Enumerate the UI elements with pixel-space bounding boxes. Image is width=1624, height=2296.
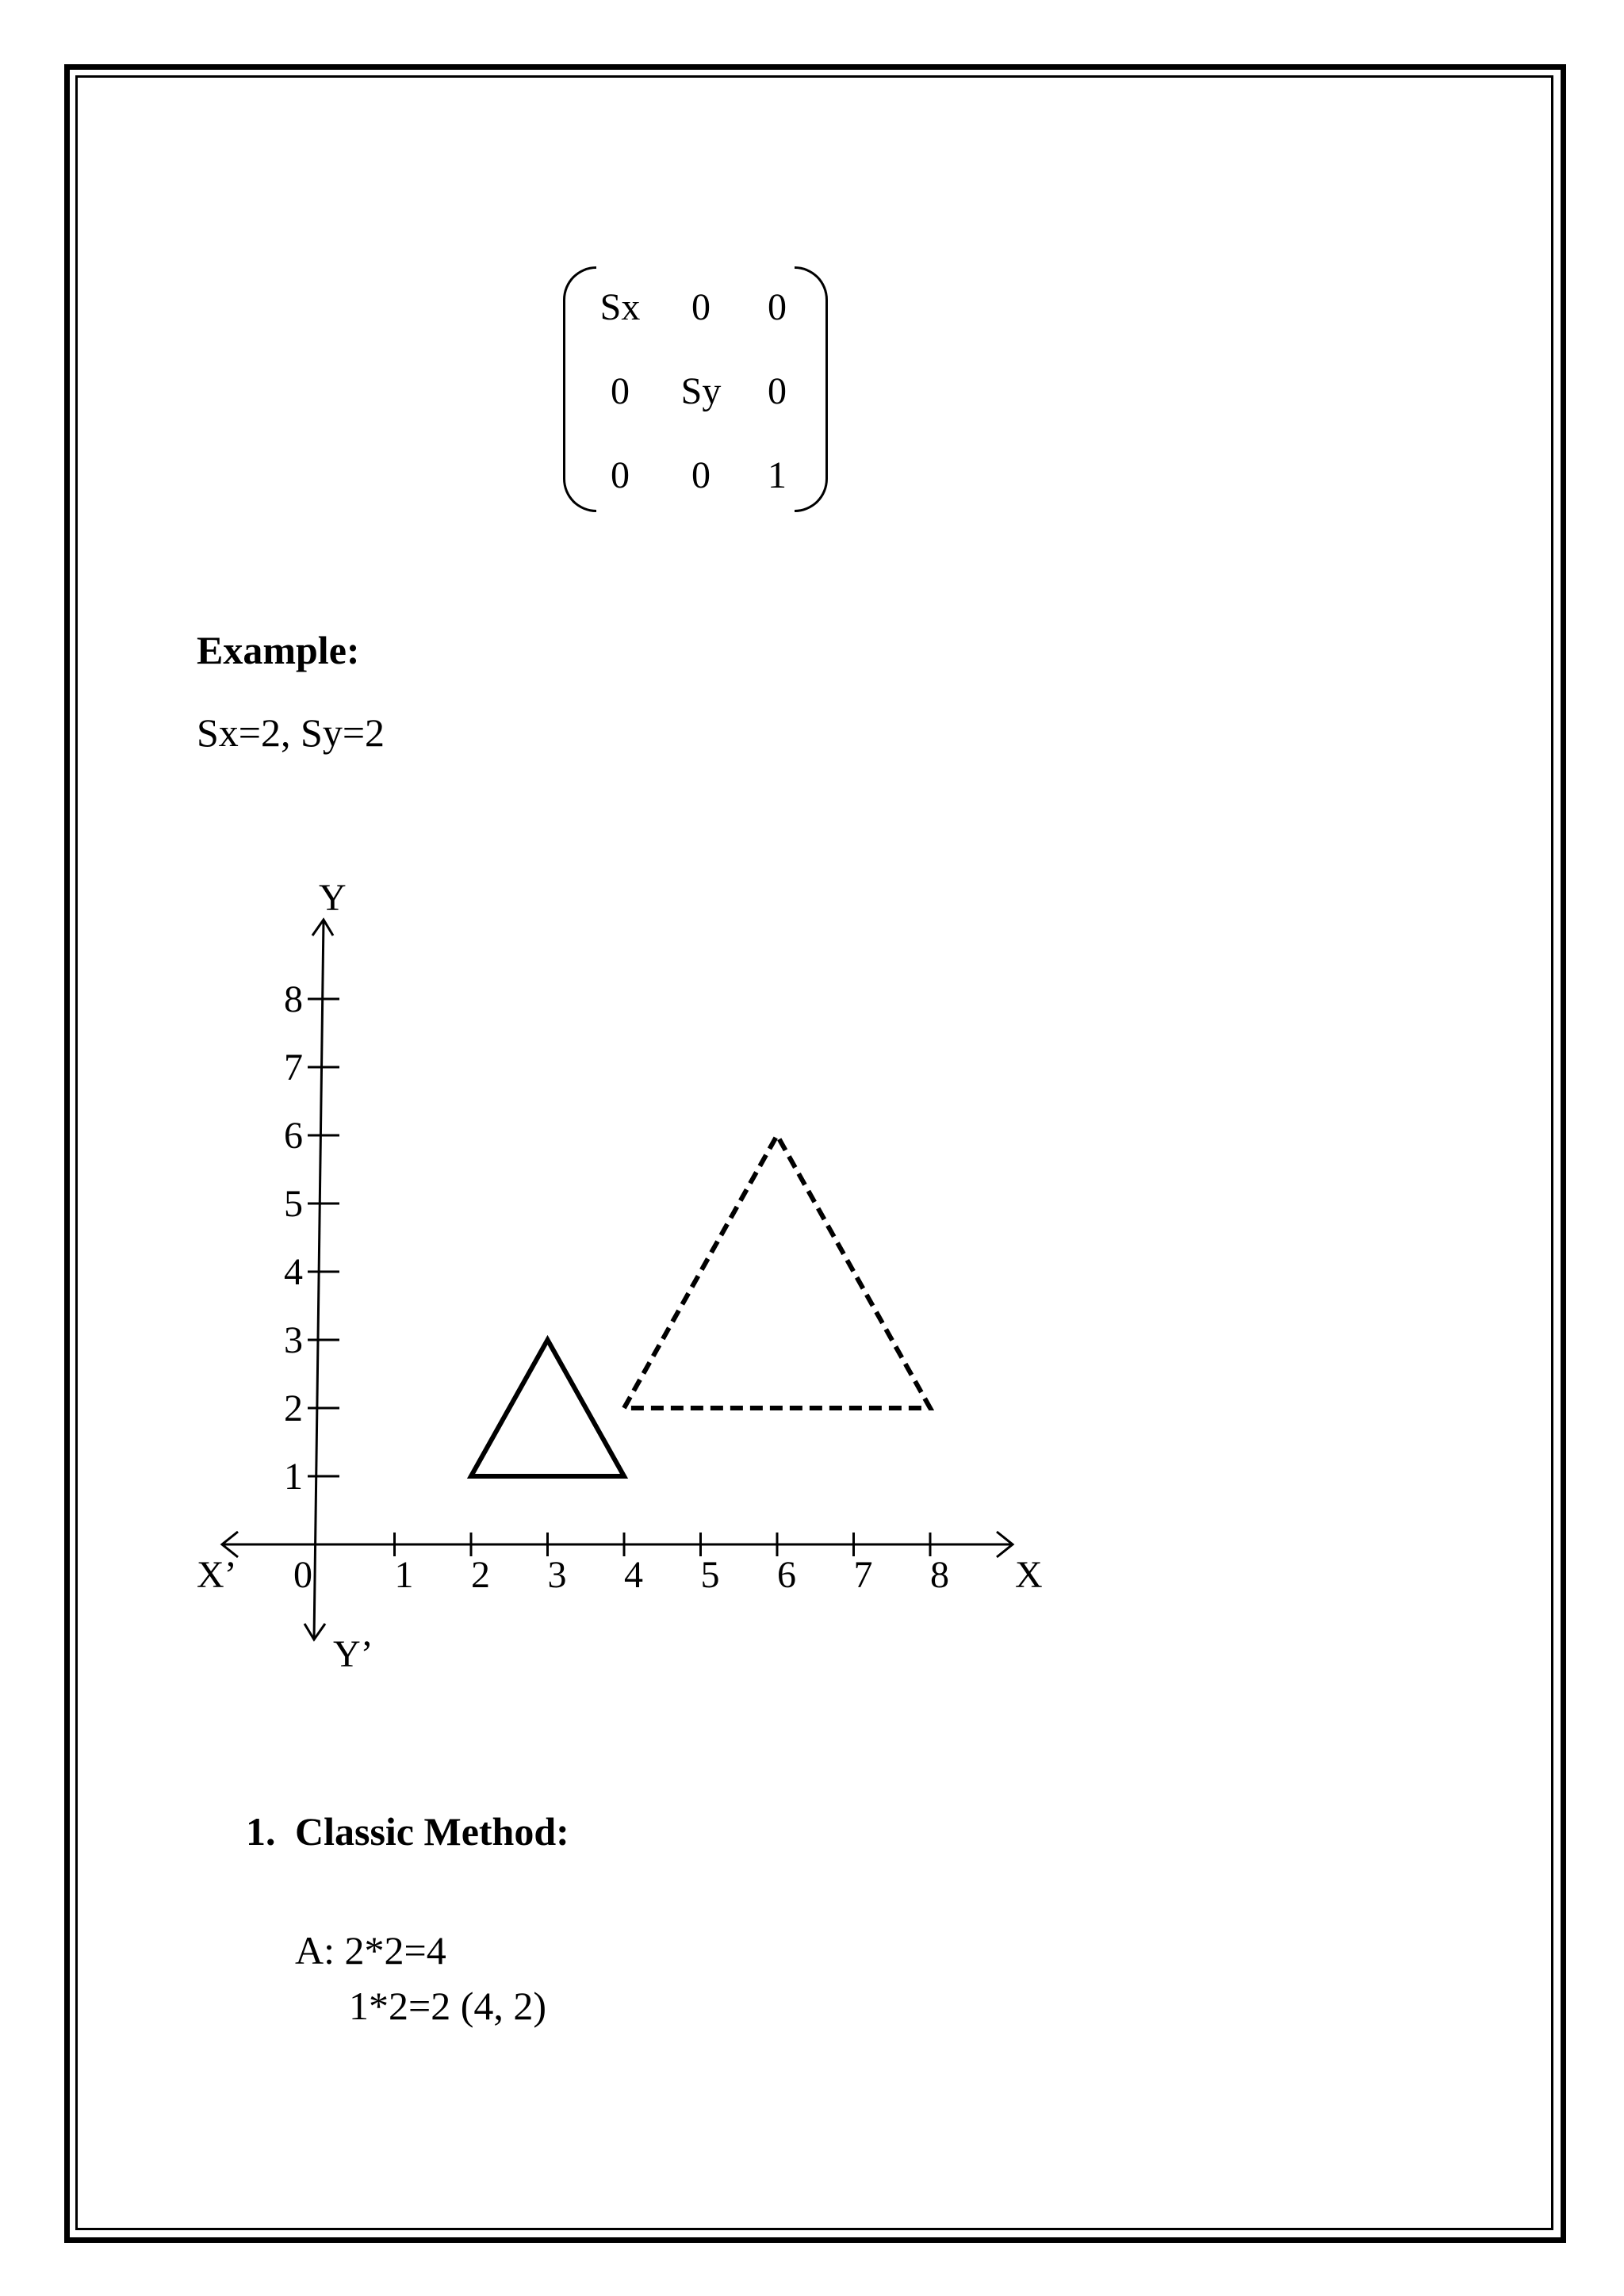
matrix-cell: 0 [768, 286, 787, 328]
y-tick-label: 8 [284, 978, 303, 1020]
x-axis-negative-label: X’ [197, 1554, 237, 1596]
method-title: Classic Method: [295, 1809, 569, 1854]
method-number: 1. [246, 1809, 276, 1854]
matrix-cell: 0 [611, 370, 630, 412]
y-tick-label: 7 [284, 1047, 303, 1089]
y-tick-label: 5 [284, 1183, 303, 1225]
y-tick-label: 2 [284, 1387, 303, 1429]
scaled-triangle [624, 1135, 930, 1408]
origin-label: 0 [293, 1554, 312, 1596]
y-tick-label: 1 [284, 1456, 303, 1498]
x-tick-label: 1 [394, 1554, 414, 1596]
x-tick-label: 5 [700, 1554, 720, 1596]
matrix-cell: 1 [768, 454, 787, 496]
x-tick-label: 4 [624, 1554, 643, 1596]
example-heading: Example: [197, 628, 360, 672]
y-tick-label: 6 [284, 1115, 303, 1157]
y-tick-label: 4 [284, 1251, 303, 1293]
y-axis-line [314, 920, 324, 1640]
method-line-2: 1*2=2 (4, 2) [349, 1984, 546, 2028]
y-tick-label: 3 [284, 1319, 303, 1361]
x-tick-label: 7 [853, 1554, 873, 1596]
example-params: Sx=2, Sy=2 [197, 710, 385, 755]
x-axis-label: X [1015, 1554, 1043, 1596]
x-tick-label: 3 [547, 1554, 567, 1596]
y-axis-negative-label: Y’ [333, 1633, 373, 1675]
matrix-cell: 0 [691, 454, 710, 496]
matrix-cell: 0 [691, 286, 710, 328]
method-line-1: A: 2*2=4 [295, 1928, 446, 1973]
matrix-cell: 0 [768, 370, 787, 412]
x-tick-label: 2 [471, 1554, 490, 1596]
x-tick-label: 8 [930, 1554, 949, 1596]
matrix-cell: Sy [680, 370, 722, 412]
matrix-cell: 0 [611, 454, 630, 496]
original-triangle [471, 1340, 624, 1476]
x-tick-label: 6 [777, 1554, 796, 1596]
y-axis-label: Y [319, 877, 347, 919]
matrix-cell: Sx [599, 286, 641, 328]
